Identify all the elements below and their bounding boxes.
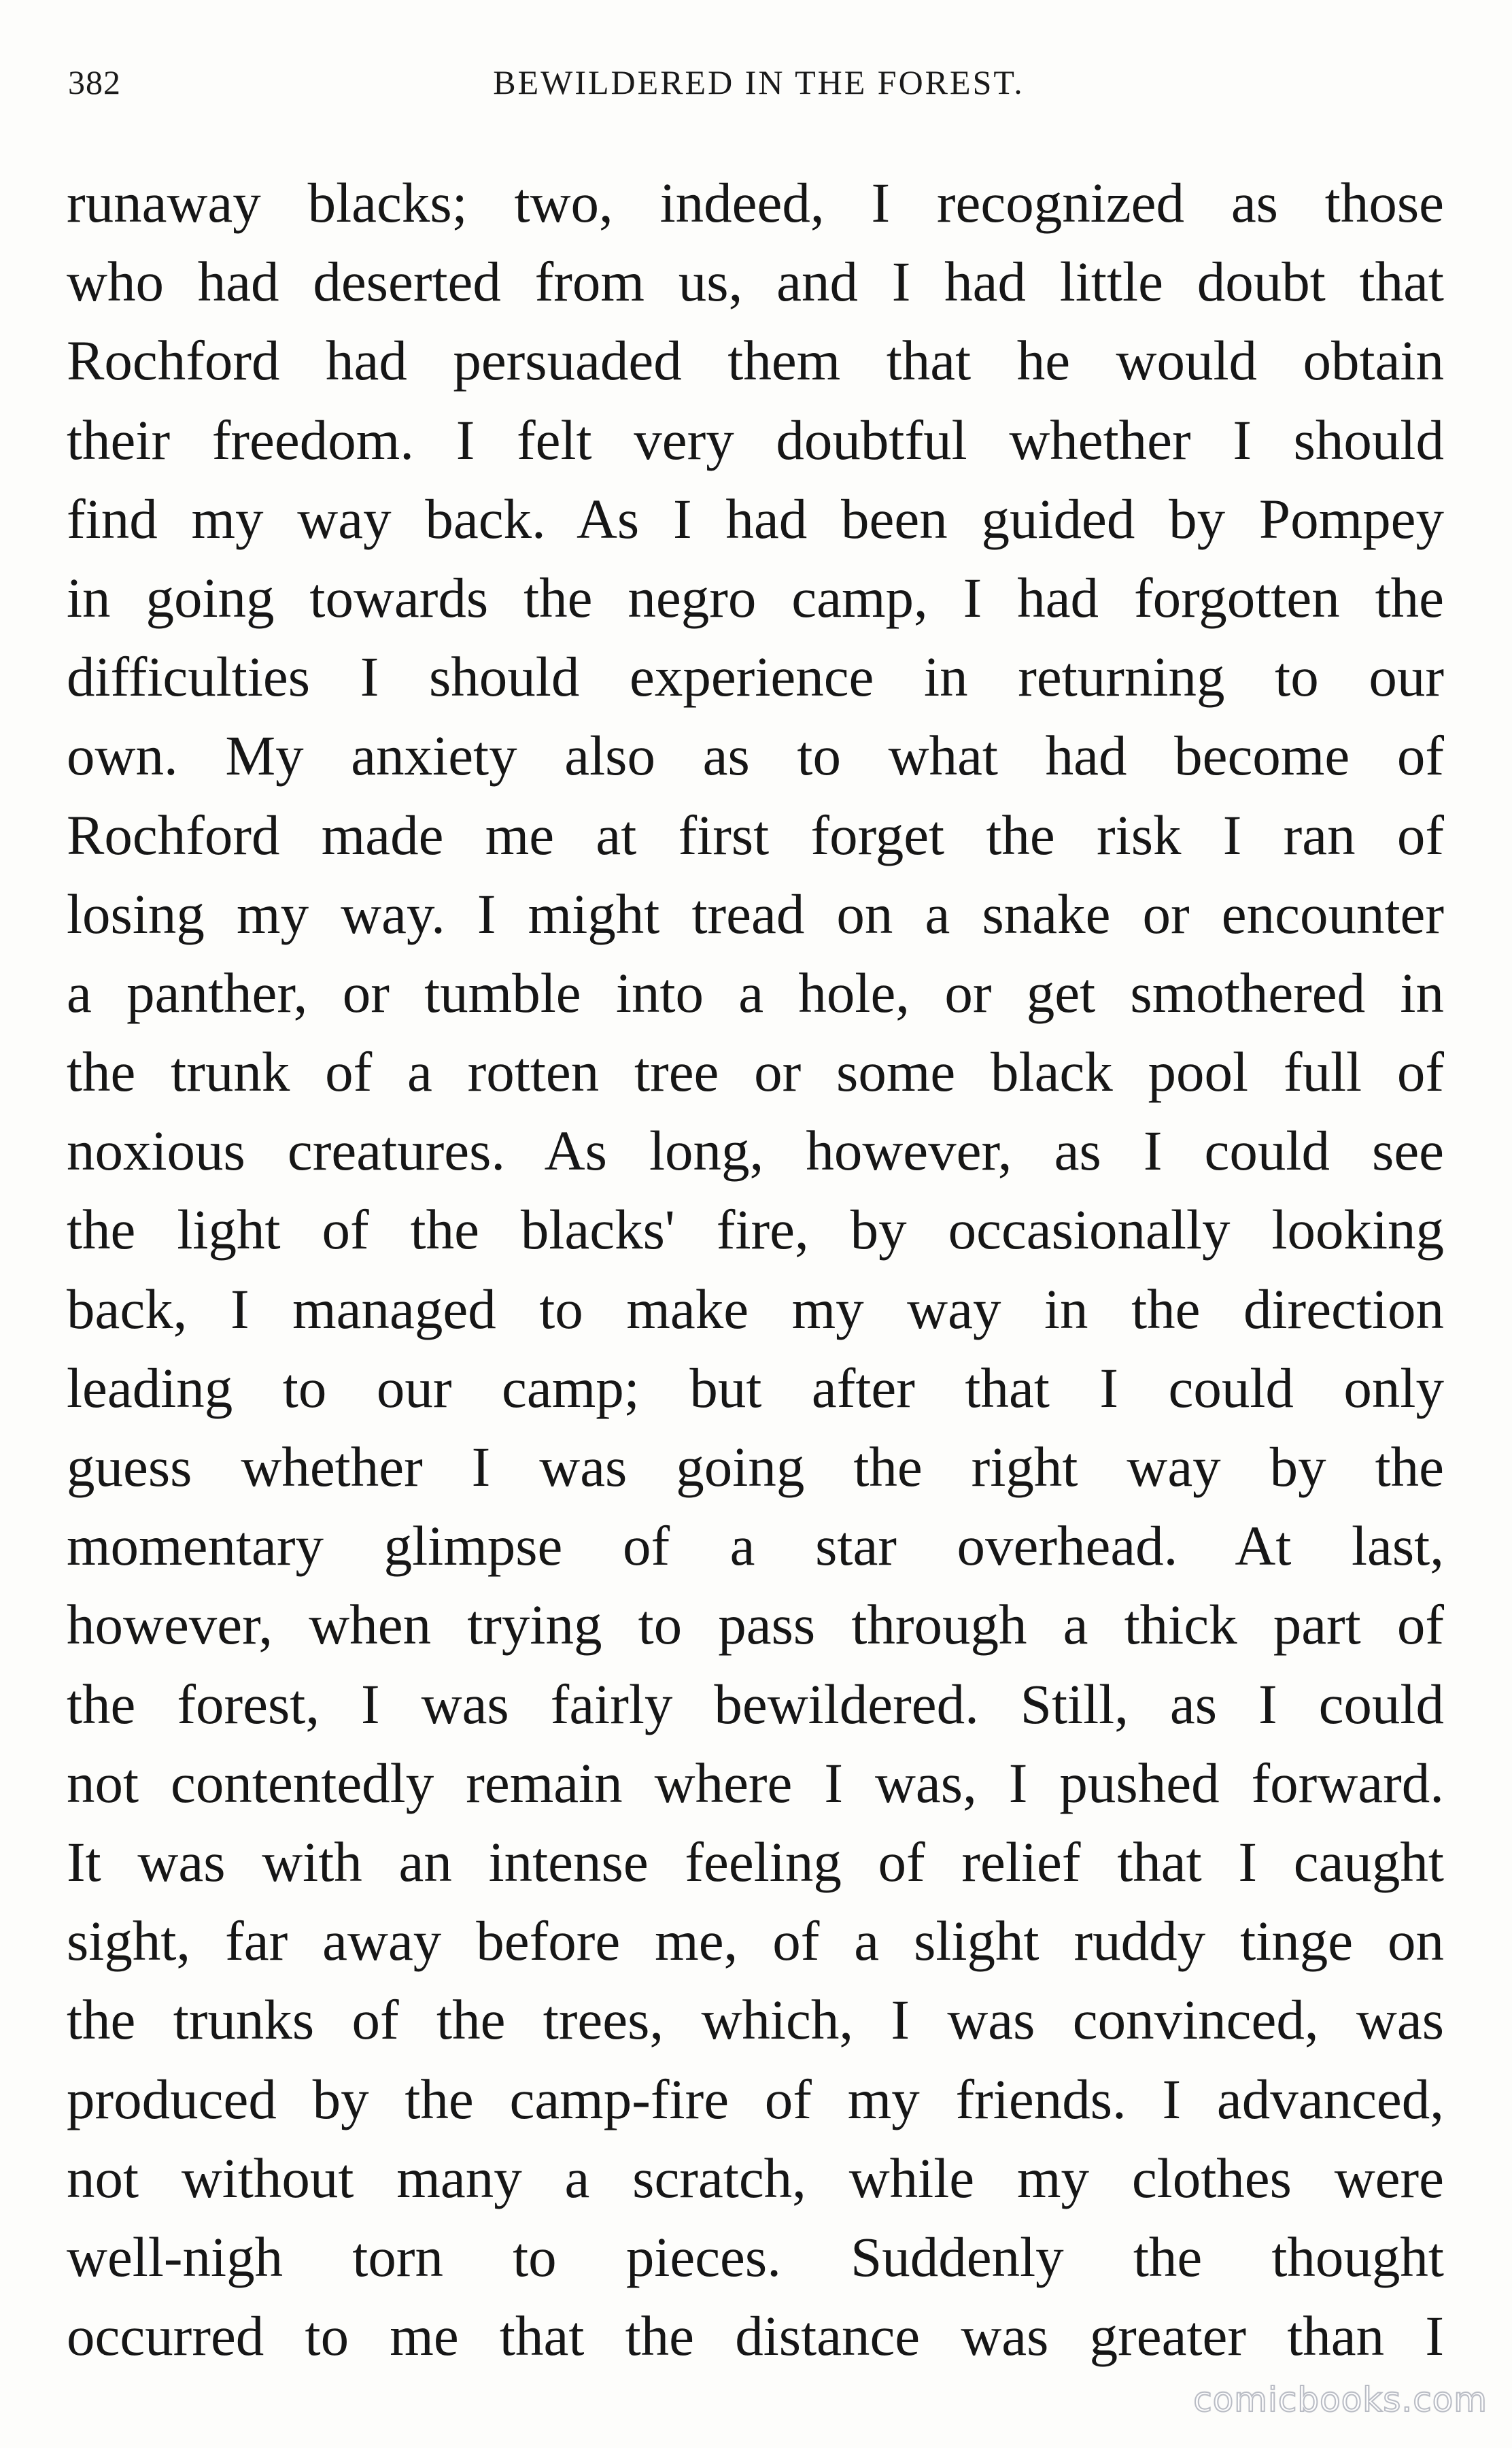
text-line: who had deserted from us, and I had little doubt that — [67, 250, 1444, 313]
text-line: sight, far away before me, of a slight ruddy tinge on — [67, 1909, 1444, 1973]
text-line: however, when trying to pass through a thick part of — [67, 1593, 1444, 1656]
text-line: the trunks of the trees, which, I was convinced, was — [67, 1988, 1444, 2052]
text-line: the trunk of a rotten tree or some black pool full of — [67, 1040, 1444, 1104]
text-line: losing my way. I might tread on a snake or encounter — [67, 882, 1444, 945]
text-line: well-nigh torn to pieces. Suddenly the thought — [67, 2225, 1444, 2288]
text-line: their freedom. I felt very doubtful whether I should — [67, 408, 1444, 471]
text-line: not without many a scratch, while my clothes were — [67, 2146, 1444, 2209]
text-line: leading to our camp; but after that I could only — [67, 1356, 1444, 1419]
text-line: produced by the camp-fire of my friends. I advanced, — [67, 2067, 1444, 2130]
running-head — [68, 63, 1449, 117]
text-line: occurred to me that the distance was greater than I — [67, 2305, 1444, 2368]
text-line: the light of the blacks' fire, by occasionally looking — [67, 1198, 1444, 1261]
text-line: Rochford had persuaded them that he would obtain — [67, 329, 1444, 392]
text-line: not contentedly remain where I was, I pushed forward. — [67, 1751, 1444, 1814]
text-line: the forest, I was fairly bewildered. Still, as I could — [67, 1672, 1444, 1735]
text-line: difficulties I should experience in returning to our — [67, 645, 1444, 709]
text-line: It was with an intense feeling of relief that I caught — [67, 1830, 1444, 1893]
text-line: a panther, or tumble into a hole, or get smothered in — [67, 961, 1444, 1024]
text-line: find my way back. As I had been guided by Pompey — [67, 487, 1444, 550]
running-title: BEWILDERED IN THE FOREST. — [493, 63, 1025, 101]
watermark: comicbooks.com — [1193, 2380, 1488, 2419]
page-number: 382 — [68, 63, 121, 101]
text-line: momentary glimpse of a star overhead. At last, — [67, 1514, 1444, 1578]
text-line: own. My anxiety also as to what had become of — [67, 724, 1444, 787]
text-line: runaway blacks; two, indeed, I recognized as those — [67, 171, 1444, 234]
text-line: Rochford made me at first forget the risk I ran of — [67, 803, 1444, 866]
text-line: noxious creatures. As long, however, as I could see — [67, 1119, 1444, 1183]
text-line: back, I managed to make my way in the direction — [67, 1277, 1444, 1340]
text-line: guess whether I was going the right way by the — [67, 1435, 1444, 1498]
body-text — [67, 163, 1444, 2375]
text-line: in going towards the negro camp, I had forgotten the — [67, 566, 1444, 629]
